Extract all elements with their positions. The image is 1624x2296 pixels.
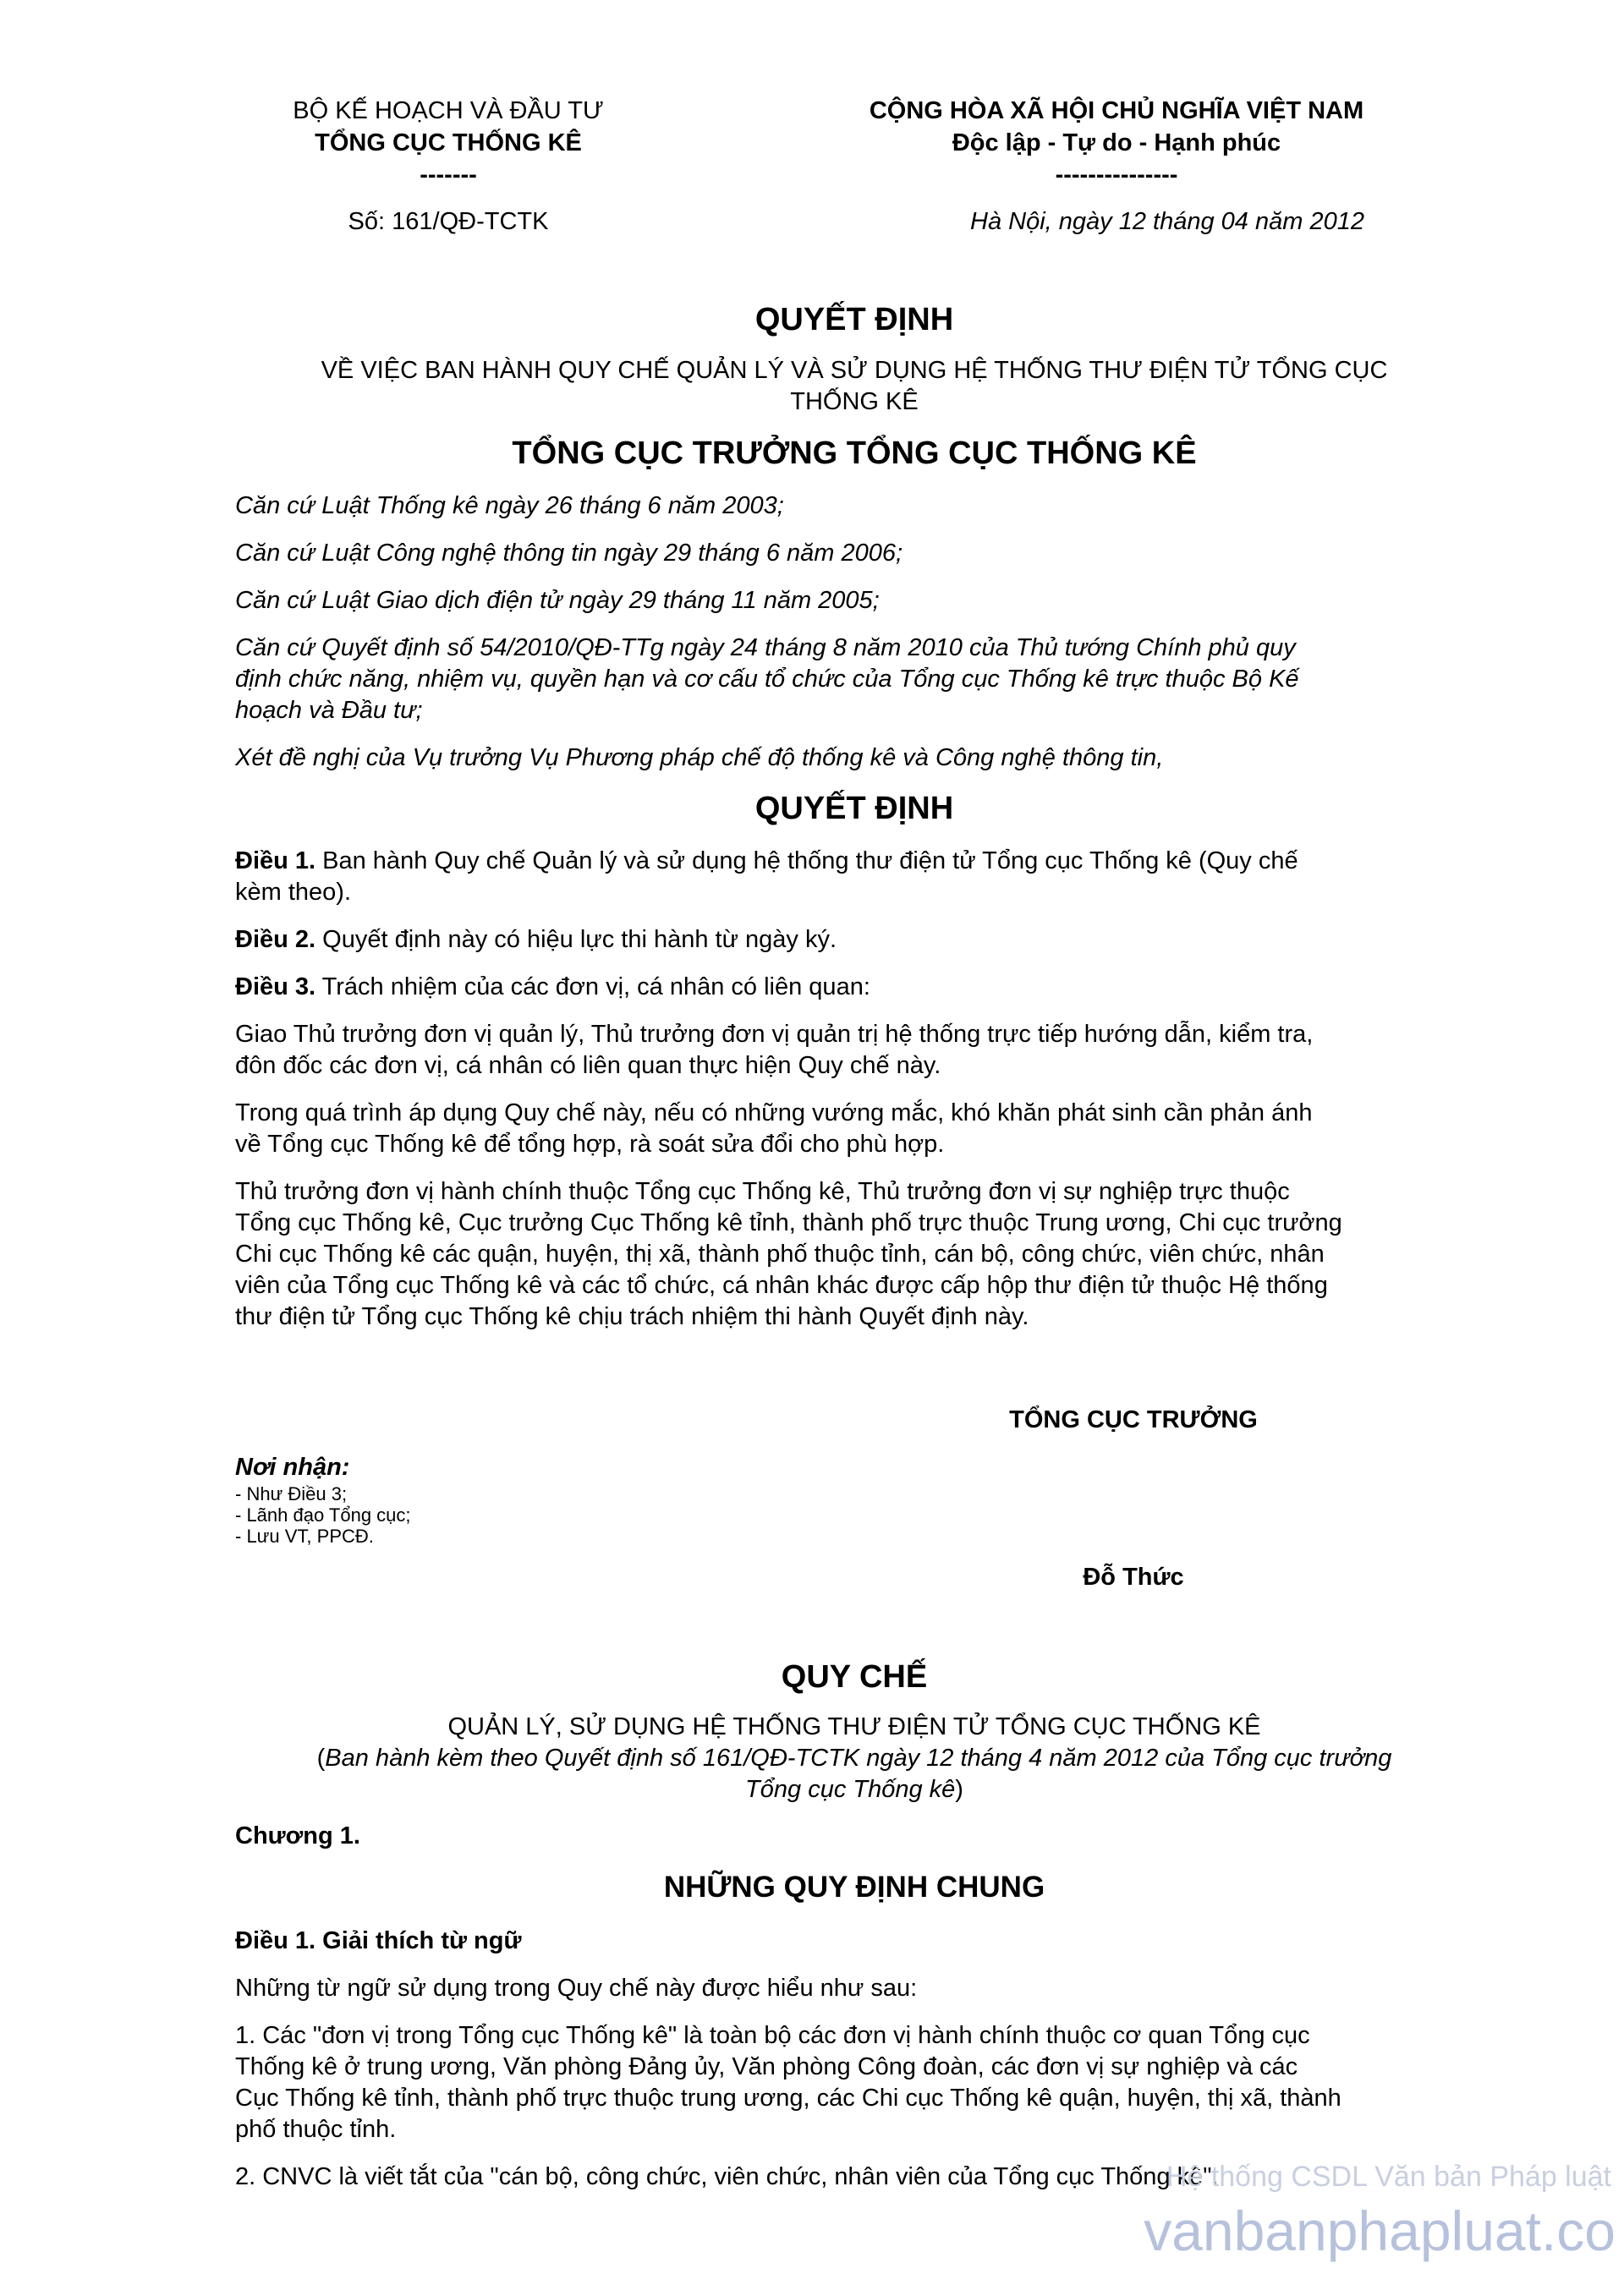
recipient-item: - Lưu VT, PPCĐ. [235, 1526, 374, 1547]
decides-heading: QUYẾT ĐỊNH [754, 791, 954, 826]
nation-name: CỘNG HÒA XÃ HỘI CHỦ NGHĨA VIỆT NAM [869, 97, 1364, 124]
regulation-body [235, 1926, 1483, 2193]
signer-position: TỔNG CỤC TRƯỞNG [1009, 1406, 1258, 1433]
article-heading: Điều 1. Giải thích từ ngữ [235, 1927, 522, 1954]
national-motto: Độc lập - Tự do - Hạnh phúc [952, 129, 1281, 156]
article-label: Điều 3. [235, 973, 316, 1000]
article-3 [235, 972, 1483, 1003]
paragraph-line: viên của Tổng cục Thống kê và các tổ chức, cá nhân khác được cấp hộp thư điện tử thuộc Hệ thống [235, 1272, 1328, 1299]
article-1 [235, 846, 1483, 908]
article-text: Ban hành Quy chế Quản lý và sử dụng hệ thống thư điện tử Tổng cục Thống kê (Quy chế [315, 847, 1298, 874]
regulation-issuance-note [186, 1743, 1522, 1806]
intro-text: Những từ ngữ sử dụng trong Quy chế này được hiểu như sau: [235, 1975, 918, 2002]
decision-subtitle-line1: VỀ VIỆC BAN HÀNH QUY CHẾ QUẢN LÝ VÀ SỬ DỤNG HỆ THỐNG THƯ ĐIỆN TỬ TỔNG CỤC [321, 357, 1388, 384]
paragraph-line: Giao Thủ trưởng đơn vị quản lý, Thủ trưởng đơn vị quản trị hệ thống trực tiếp hướng dẫn, kiểm tra, [235, 1021, 1314, 1048]
header-left-divider: ------- [420, 162, 477, 189]
paragraph-line: đôn đốc các đơn vị, cá nhân có liên quan thực hiện Quy chế này. [235, 1052, 941, 1079]
article-label: Điều 2. [235, 926, 316, 953]
paragraph-line: về Tổng cục Thống kê để tổng hợp, rà soát sửa đổi cho phù hợp. [235, 1131, 945, 1158]
basis-item: Căn cứ Luật Giao dịch điện tử ngày 29 tháng 11 năm 2005; [235, 587, 880, 614]
watermark-caption: Hệ thống CSDL Văn bản Pháp luật [1166, 2161, 1611, 2193]
basis-item [235, 633, 1483, 726]
basis-line: hoạch và Đầu tư; [235, 697, 423, 724]
article-2 [235, 924, 1483, 956]
definition-item [235, 2020, 1483, 2145]
paragraph-line: Tổng cục Thống kê, Cục trưởng Cục Thống kê tỉnh, thành phố trực thuộc Trung ương, Chi cục trưởng [235, 1209, 1342, 1236]
header-left [203, 95, 694, 238]
paren-open: ( [316, 1745, 326, 1772]
issuance-line: Ban hành kèm theo Quyết định số 161/QĐ-TCTK ngày 12 tháng 4 năm 2012 của Tổng cục trưởng [325, 1745, 1392, 1772]
paragraph [235, 1176, 1483, 1333]
agency-name: TỔNG CỤC THỐNG KÊ [315, 129, 582, 156]
signer-name: Đỗ Thức [1083, 1564, 1184, 1591]
place-and-date: Hà Nội, ngày 12 tháng 04 năm 2012 [970, 208, 1364, 235]
watermark-site: vanbanphapluat.co [1144, 2200, 1616, 2262]
definition-line: Cục Thống kê tỉnh, thành phố trực thuộc trung ương, các Chi cục Thống kê quận, huyện, thị xã, thành [235, 2085, 1341, 2112]
chapter-title: NHỮNG QUY ĐỊNH CHUNG [663, 1871, 1045, 1904]
chapter-label: Chương 1. [235, 1822, 360, 1849]
paragraph [235, 1098, 1483, 1160]
decision-title: QUYẾT ĐỊNH [754, 302, 954, 337]
basis-item: Căn cứ Luật Thống kê ngày 26 tháng 6 năm 2003; [235, 492, 784, 519]
document-number: Số: 161/QĐ-TCTK [348, 208, 549, 235]
paragraph-line: Chi cục Thống kê các quận, huyện, thị xã, thành phố thuộc tỉnh, cán bộ, công chức, viên chức, nhân [235, 1241, 1325, 1268]
regulation-title: QUY CHẾ [781, 1659, 928, 1695]
paragraph-line: Thủ trưởng đơn vị hành chính thuộc Tổng cục Thống kê, Thủ trưởng đơn vị sự nghiệp trực thuộc [235, 1178, 1290, 1205]
paragraph-line: thư điện tử Tổng cục Thống kê chịu trách nhiệm thi hành Quyết định này. [235, 1303, 1029, 1330]
header-right [744, 95, 1489, 238]
decision-subtitle [186, 355, 1522, 418]
recipient-item: - Như Điều 3; [235, 1483, 348, 1504]
paragraph [235, 1019, 1483, 1082]
article-text: kèm theo). [235, 879, 351, 906]
article-text: Quyết định này có hiệu lực thi hành từ ngày ký. [315, 926, 837, 953]
recipients-label: Nơi nhận: [235, 1454, 350, 1481]
issuance-line: Tổng cục Thống kê [745, 1776, 956, 1803]
article-label: Điều 1. [235, 847, 316, 874]
recipients-block [235, 1452, 743, 1547]
decision-articles [235, 846, 1483, 1333]
basis-line: Căn cứ Quyết định số 54/2010/QĐ-TTg ngày 24 tháng 8 năm 2010 của Thủ tướng Chính phủ quy [235, 634, 1296, 661]
header-right-divider: --------------- [1055, 162, 1178, 189]
regulation-subtitle: QUẢN LÝ, SỬ DỤNG HỆ THỐNG THƯ ĐIỆN TỬ TỔNG CỤC THỐNG KÊ [447, 1713, 1261, 1740]
definition-line: Thống kê ở trung ương, Văn phòng Đảng ủy, Văn phòng Công đoàn, các đơn vị sự nghiệp và các [235, 2053, 1298, 2080]
decision-subtitle-line2: THỐNG KÊ [790, 388, 919, 415]
paren-close: ) [955, 1776, 963, 1803]
article-text: Trách nhiệm của các đơn vị, cá nhân có liên quan: [315, 973, 870, 1000]
definition-item: 2. CNVC là viết tắt của "cán bộ, công chức, viên chức, nhân viên của Tổng cục Thống kê". [235, 2163, 1219, 2190]
legal-bases [235, 490, 1483, 774]
definition-line: 1. Các "đơn vị trong Tổng cục Thống kê" là toàn bộ các đơn vị hành chính thuộc cơ quan Tổng cục [235, 2022, 1310, 2049]
paragraph-line: Trong quá trình áp dụng Quy chế này, nếu có những vướng mắc, khó khăn phát sinh cần phản ánh [235, 1099, 1313, 1126]
ministry-name: BỘ KẾ HOẠCH VÀ ĐẦU TƯ [293, 97, 604, 124]
issuing-authority: TỔNG CỤC TRƯỞNG TỔNG CỤC THỐNG KÊ [512, 436, 1197, 471]
definition-line: phố thuộc tỉnh. [235, 2116, 397, 2143]
recipient-item: - Lãnh đạo Tổng cục; [235, 1504, 411, 1526]
proposal-text: Xét đề nghị của Vụ trưởng Vụ Phương pháp chế độ thống kê và Công nghệ thông tin, [235, 744, 1164, 771]
basis-line: định chức năng, nhiệm vụ, quyền hạn và cơ cấu tổ chức của Tổng cục Thống kê trực thuộc Bộ Kế [235, 666, 1299, 693]
basis-item: Căn cứ Luật Công nghệ thông tin ngày 29 tháng 6 năm 2006; [235, 540, 903, 567]
